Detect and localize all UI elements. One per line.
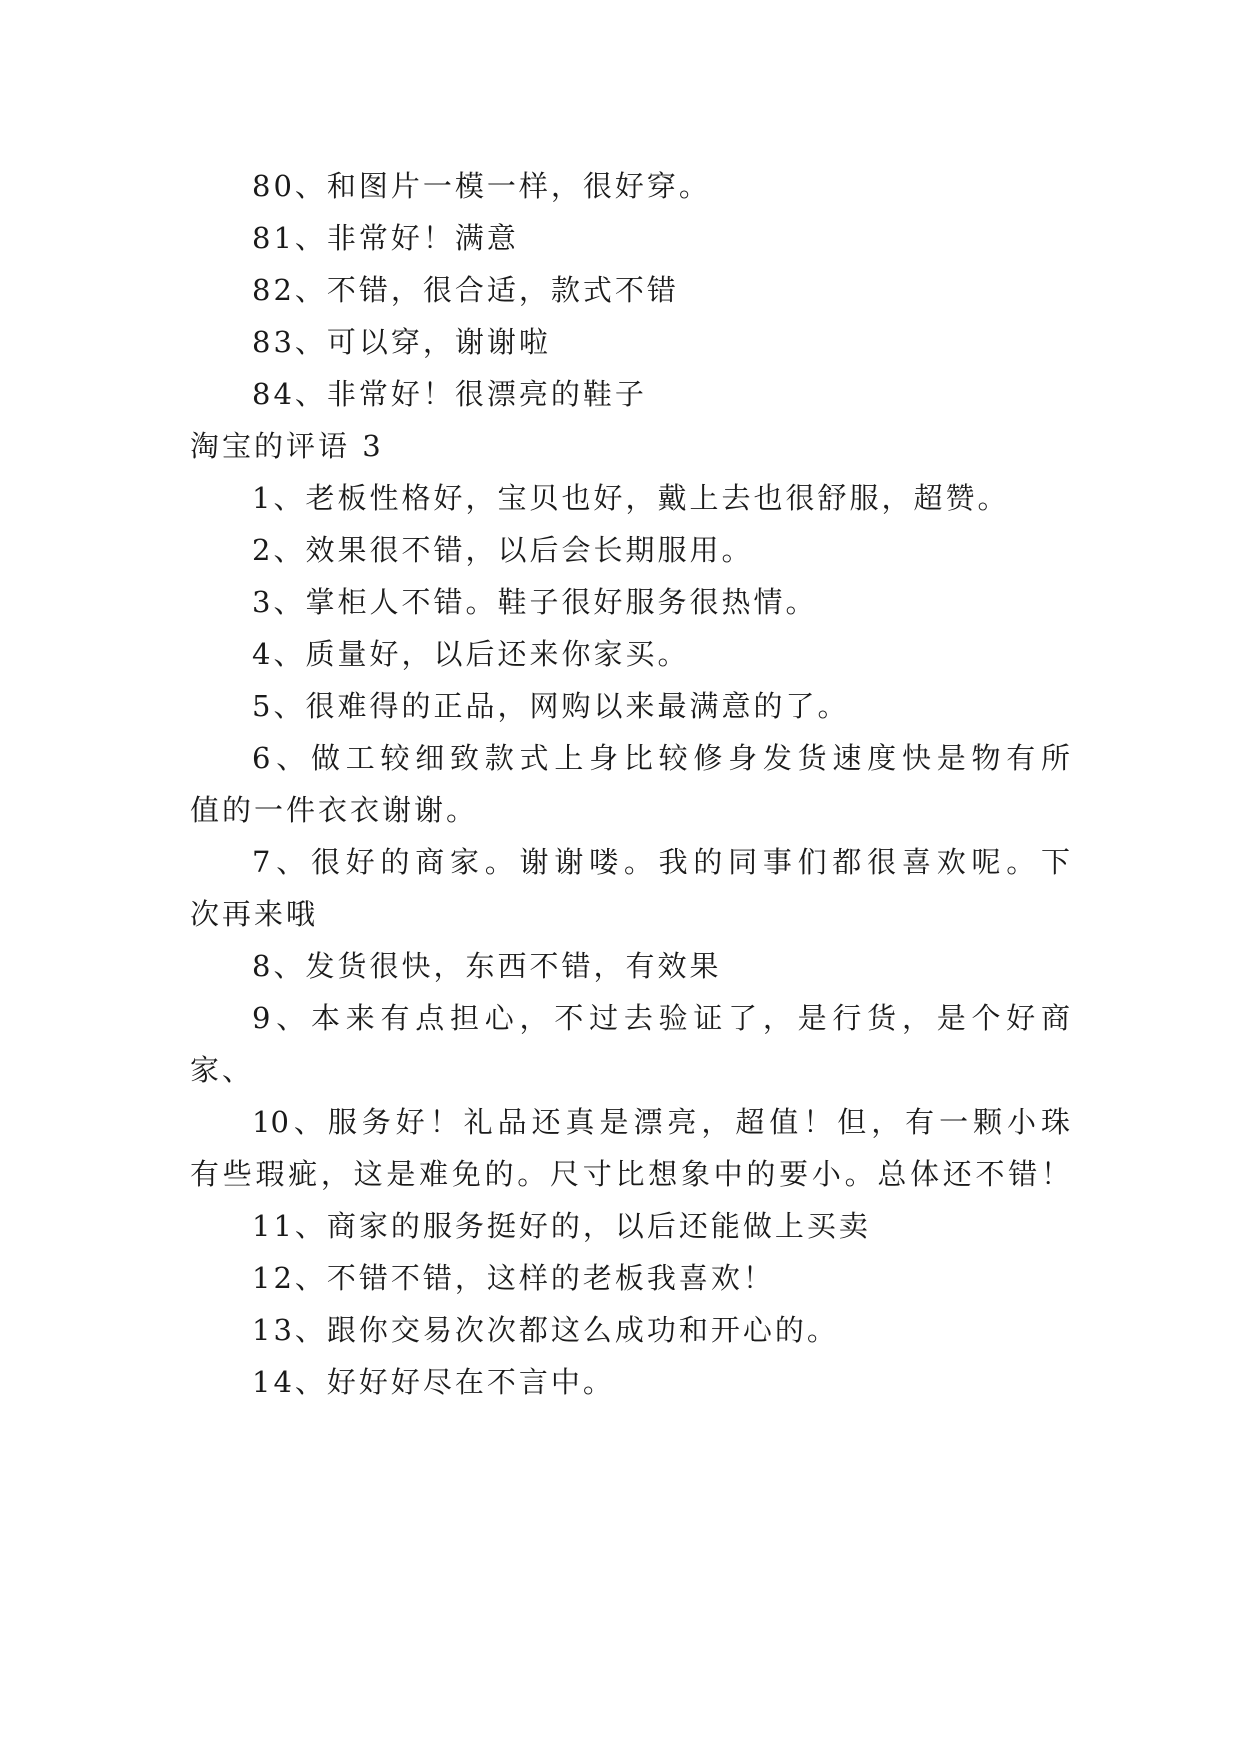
review-item: 5、很难得的正品，网购以来最满意的了。	[252, 689, 850, 723]
review-item: 3、掌柜人不错。鞋子很好服务很热情。	[252, 585, 818, 619]
review-item: 11、商家的服务挺好的，以后还能做上买卖	[252, 1209, 871, 1243]
review-item: 10、服务好！礼品还真是漂亮，超值！但，有一颗小珠	[252, 1105, 1070, 1139]
review-item: 1、老板性格好，宝贝也好，戴上去也很舒服，超赞。	[252, 481, 1010, 515]
review-item: 9、本来有点担心，不过去验证了，是行货，是个好商	[252, 1001, 1070, 1035]
review-item: 8、发货很快，东西不错，有效果	[252, 949, 722, 983]
review-item: 2、效果很不错，以后会长期服用。	[252, 533, 754, 567]
review-item: 7、很好的商家。谢谢喽。我的同事们都很喜欢呢。下	[252, 845, 1070, 879]
review-item: 84、非常好！很漂亮的鞋子	[252, 377, 647, 411]
review-item: 81、非常好！满意	[252, 221, 519, 255]
section-heading: 淘宝的评语 3	[190, 429, 384, 463]
review-item: 12、不错不错，这样的老板我喜欢！	[252, 1261, 775, 1295]
review-item: 4、质量好，以后还来你家买。	[252, 637, 690, 671]
review-item: 80、和图片一模一样，很好穿。	[252, 169, 711, 203]
review-item-continuation: 次再来哦	[190, 897, 319, 931]
review-item-continuation: 有些瑕疵，这是难免的。尺寸比想象中的要小。总体还不错！	[190, 1157, 1070, 1191]
review-item: 13、跟你交易次次都这么成功和开心的。	[252, 1313, 839, 1347]
review-item: 14、好好好尽在不言中。	[252, 1365, 615, 1399]
review-item: 82、不错，很合适，款式不错	[252, 273, 679, 307]
review-item: 6、做工较细致款式上身比较修身发货速度快是物有所	[252, 741, 1070, 775]
review-item-continuation: 值的一件衣衣谢谢。	[190, 793, 479, 827]
review-item-continuation: 家、	[190, 1053, 255, 1087]
review-item: 83、可以穿，谢谢啦	[252, 325, 551, 359]
